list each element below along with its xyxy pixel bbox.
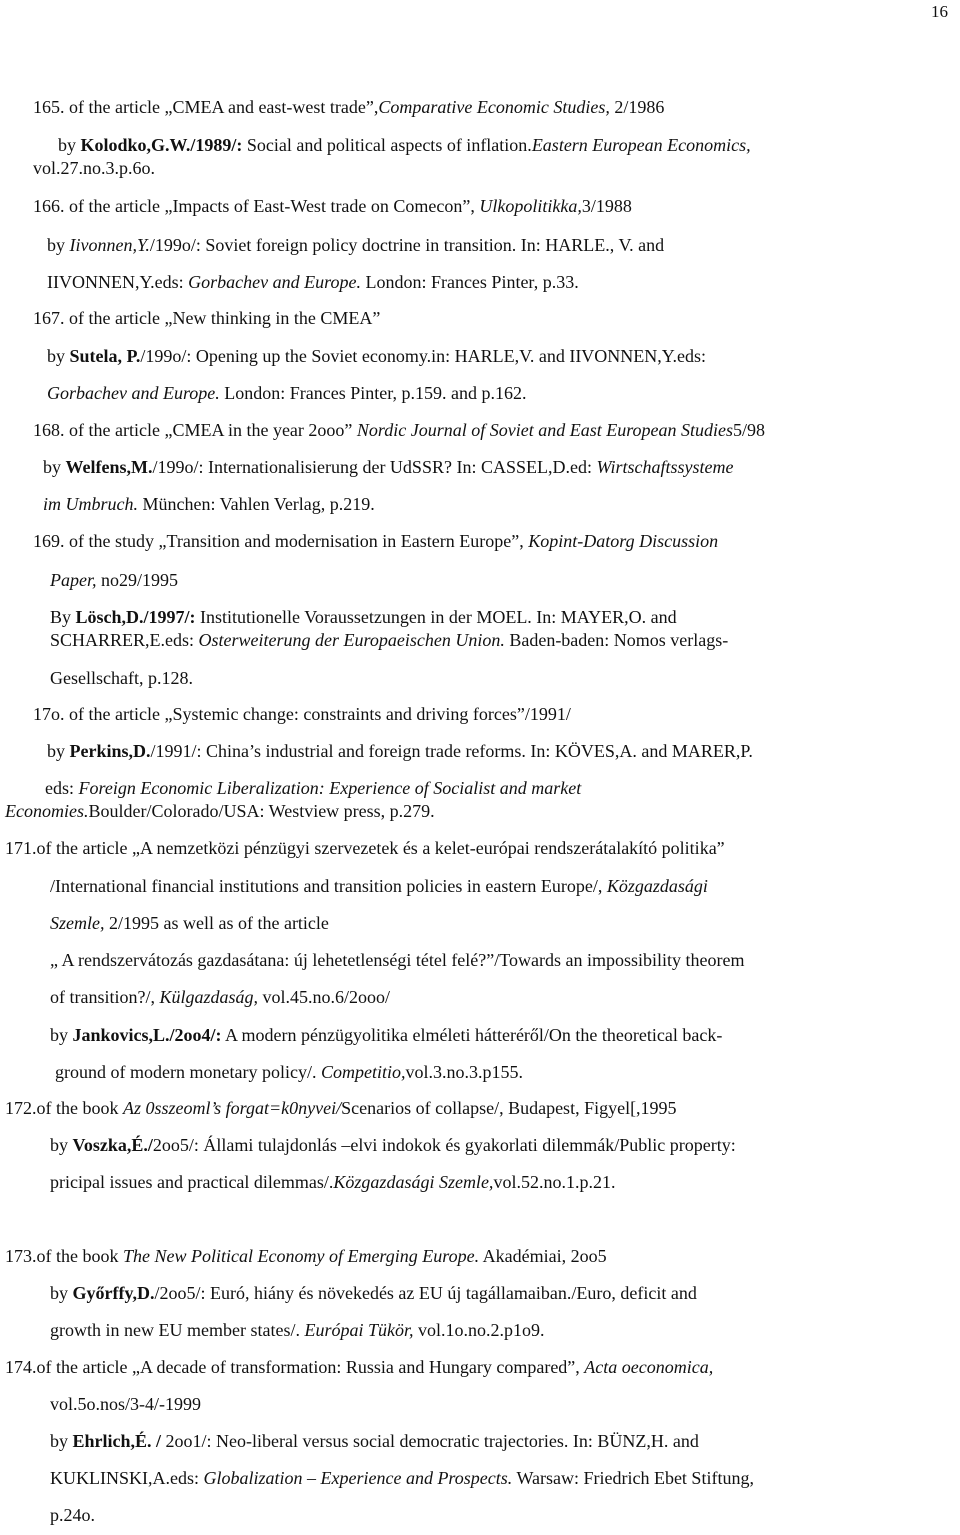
text-segment: by <box>50 1431 73 1451</box>
text-segment: A modern pénzügyolitika elméleti hátteréről/On the theoretical back- <box>221 1025 723 1045</box>
text-segment: Institutionelle Voraussetzungen in der MOEL. In: MAYER,O. and <box>195 607 677 627</box>
text-line <box>33 703 571 725</box>
text-segment: vol.27.no.3.p.6o. <box>33 158 156 178</box>
text-line <box>58 134 751 156</box>
text-segment: 166. of the article „Impacts of East-West trade on Comecon”, <box>33 196 480 216</box>
text-line <box>50 875 708 897</box>
text-segment: Baden-baden: Nomos verlags- <box>504 630 729 650</box>
text-line <box>47 740 753 762</box>
text-segment: 2/1986 <box>609 97 665 117</box>
text-segment: /199o/: Soviet foreign policy doctrine in transition. In: HARLE., V. and <box>149 235 665 255</box>
text-segment: 5/98 <box>733 420 766 440</box>
text-line <box>50 1134 736 1156</box>
text-segment: pricipal issues and practical dilemmas/. <box>50 1172 334 1192</box>
text-line <box>47 382 527 404</box>
text-segment: vol.52.no.1.p.21. <box>493 1172 616 1192</box>
text-segment: SCHARRER,E.eds: <box>50 630 199 650</box>
text-line <box>50 1282 697 1304</box>
text-segment: London: Frances Pinter, p.33. <box>360 272 579 292</box>
text-line <box>33 307 380 329</box>
text-segment: ground of modern monetary policy/. <box>55 1062 321 1082</box>
text-segment: /199o/: Internationalisierung der UdSSR? In: CASSEL,D.ed: <box>152 457 597 477</box>
text-segment: no29/1995 <box>96 570 179 590</box>
text-line <box>43 456 733 478</box>
text-segment: Warsaw: Friedrich Ebet Stiftung, <box>512 1468 754 1488</box>
text-segment: Foreign Economic Liberalization: Experience of Socialist and market <box>78 778 582 798</box>
text-segment: eds: <box>45 778 79 798</box>
text-segment: Scenarios of collapse/, Budapest, Figyel[,1995 <box>341 1098 677 1118</box>
text-line <box>50 1319 544 1341</box>
text-line <box>5 1356 713 1378</box>
text-segment: Perkins,D. <box>69 741 151 761</box>
text-segment: Ehrlich,É. / <box>72 1431 162 1451</box>
text-segment: vol.1o.no.2.p1o9. <box>413 1320 545 1340</box>
text-segment: of transition?/, <box>50 987 160 1007</box>
text-segment: Social and political aspects of inflation. <box>242 135 532 155</box>
text-segment: 169. of the study „Transition and modernisation in Eastern Europe”, <box>33 531 529 551</box>
text-line <box>5 837 725 859</box>
text-segment: p.24o. <box>50 1505 95 1525</box>
text-segment: Kolodko,G.W./1989/: <box>80 135 243 155</box>
text-line <box>5 800 435 822</box>
text-segment: by <box>47 741 70 761</box>
text-segment: by <box>50 1025 73 1045</box>
text-segment: Szemle, <box>50 913 105 933</box>
text-line <box>50 949 744 971</box>
text-segment: Győrffy,D. <box>72 1283 155 1303</box>
text-segment: Economies. <box>5 801 89 821</box>
text-segment: Lösch,D./1997/: <box>75 607 196 627</box>
text-segment: Competitio, <box>320 1062 406 1082</box>
text-segment: vol.5o.nos/3-4/-1999 <box>50 1394 201 1414</box>
text-segment: by <box>47 235 70 255</box>
text-segment: The New Political Economy of Emerging Europe. <box>122 1246 480 1266</box>
text-segment: /2oo5/: Euró, hiány és növekedés az EU új tagállamaiban./Euro, deficit and <box>154 1283 697 1303</box>
text-segment: Iivonnen,Y. <box>69 235 150 255</box>
page-number: 16 <box>931 2 948 21</box>
text-segment: IIVONNEN,Y.eds: <box>47 272 189 292</box>
text-segment: by <box>58 135 81 155</box>
text-segment: 168. of the article „CMEA in the year 2ooo” <box>33 420 357 440</box>
text-segment: Acta oeconomica, <box>584 1357 714 1377</box>
text-segment: KUKLINSKI,A.eds: <box>50 1468 204 1488</box>
text-line <box>50 1393 201 1415</box>
text-segment: 174.of the article „A decade of transformation: Russia and Hungary compared”, <box>5 1357 585 1377</box>
text-line <box>50 1024 722 1046</box>
text-segment: Jankovics,L./2oo4/: <box>72 1025 222 1045</box>
text-line <box>47 271 579 293</box>
text-line <box>50 667 193 689</box>
text-segment: Gesellschaft, p.128. <box>50 668 193 688</box>
text-segment: 172.of the book <box>5 1098 123 1118</box>
text-segment: 165. of the article „CMEA and east-west trade”, <box>33 97 379 117</box>
text-segment: Comparative Economic Studies, <box>378 97 610 117</box>
text-segment: Osterweiterung der Europaeischen Union. <box>198 630 505 650</box>
text-segment: Közgazdasági Szemle, <box>333 1172 494 1192</box>
text-line <box>50 986 390 1008</box>
text-segment: Paper, <box>50 570 97 590</box>
text-segment: vol.45.no.6/2ooo/ <box>258 987 391 1007</box>
text-line <box>43 493 375 515</box>
text-segment: Az 0sszeoml’s forgat=k0nyvei/ <box>122 1098 342 1118</box>
text-segment: by <box>50 1135 73 1155</box>
text-line <box>50 569 178 591</box>
text-segment: Welfens,M. <box>65 457 153 477</box>
text-line <box>50 1467 754 1489</box>
text-segment: im Umbruch. <box>43 494 138 514</box>
text-segment: Gorbachev and Europe. <box>188 272 361 292</box>
text-segment: Voszka,É./ <box>72 1135 153 1155</box>
text-segment: /1991/: China’s industrial and foreign trade reforms. In: KÖVES,A. and MARER,P. <box>150 741 753 761</box>
text-line <box>50 1171 615 1193</box>
text-line <box>55 1061 523 1083</box>
text-line <box>5 1245 607 1267</box>
text-segment: by <box>43 457 66 477</box>
text-segment: 173.of the book <box>5 1246 123 1266</box>
text-segment: Akadémiai, 2oo5 <box>479 1246 607 1266</box>
text-segment: Globalization – Experience and Prospects. <box>203 1468 513 1488</box>
text-segment: Közgazdasági <box>606 876 708 896</box>
text-segment: 2oo1/: Neo-liberal versus social democratic trajectories. In: BÜNZ,H. and <box>161 1431 699 1451</box>
text-line <box>33 530 718 552</box>
text-segment: München: Vahlen Verlag, p.219. <box>138 494 375 514</box>
text-segment: Ulkopolitikka, <box>479 196 582 216</box>
text-segment: growth in new EU member states/. <box>50 1320 305 1340</box>
text-segment: 167. of the article „New thinking in the CMEA” <box>33 308 381 328</box>
text-segment: Gorbachev and Europe. <box>47 383 220 403</box>
text-line <box>33 96 664 118</box>
text-line <box>45 777 581 799</box>
text-segment: /International financial institutions and transition policies in eastern Europe/, <box>50 876 607 896</box>
text-segment: 17o. of the article „Systemic change: constraints and driving forces”/1991/ <box>33 704 571 724</box>
text-segment: Európai Tükör, <box>304 1320 414 1340</box>
text-line <box>47 234 664 256</box>
text-segment: Külgazdaság, <box>159 987 259 1007</box>
text-segment: Eastern European Economics, <box>531 135 751 155</box>
text-segment: Kopint-Datorg Discussion <box>528 531 719 551</box>
text-line <box>33 195 632 217</box>
text-line <box>33 157 155 179</box>
text-segment: by <box>50 1283 73 1303</box>
text-segment: 2oo5/: Állami tulajdonlás –elvi indokok és gyakorlati dilemmák/Public property: <box>152 1135 736 1155</box>
text-segment: Boulder/Colorado/USA: Westview press, p.279. <box>88 801 435 821</box>
text-segment: London: Frances Pinter, p.159. and p.162. <box>219 383 527 403</box>
text-segment: By <box>50 607 76 627</box>
text-line <box>50 1430 699 1452</box>
text-segment: 171.of the article „A nemzetközi pénzügyi szervezetek és a kelet-európai rendszerátalakító politika” <box>5 838 725 858</box>
text-line <box>50 606 677 628</box>
text-segment: 3/1988 <box>581 196 632 216</box>
text-segment: „ A rendszervátozás gazdasátana: új lehetetlenségi tétel felé?”/Towards an impossibility theorem <box>50 950 745 970</box>
text-line <box>47 345 706 367</box>
text-segment: /199o/: Opening up the Soviet economy.in: HARLE,V. and IIVONNEN,Y.eds: <box>140 346 706 366</box>
text-line <box>50 1504 95 1526</box>
text-line <box>33 419 765 441</box>
text-line <box>50 629 728 651</box>
text-segment: Nordic Journal of Soviet and East European Studies <box>356 420 734 440</box>
text-segment: Sutela, P. <box>69 346 141 366</box>
text-line <box>5 1097 677 1119</box>
text-segment: Wirtschaftssysteme <box>596 457 734 477</box>
text-line <box>50 912 329 934</box>
text-segment: by <box>47 346 70 366</box>
text-segment: vol.3.no.3.p155. <box>405 1062 523 1082</box>
text-segment: 2/1995 as well as of the article <box>104 913 329 933</box>
